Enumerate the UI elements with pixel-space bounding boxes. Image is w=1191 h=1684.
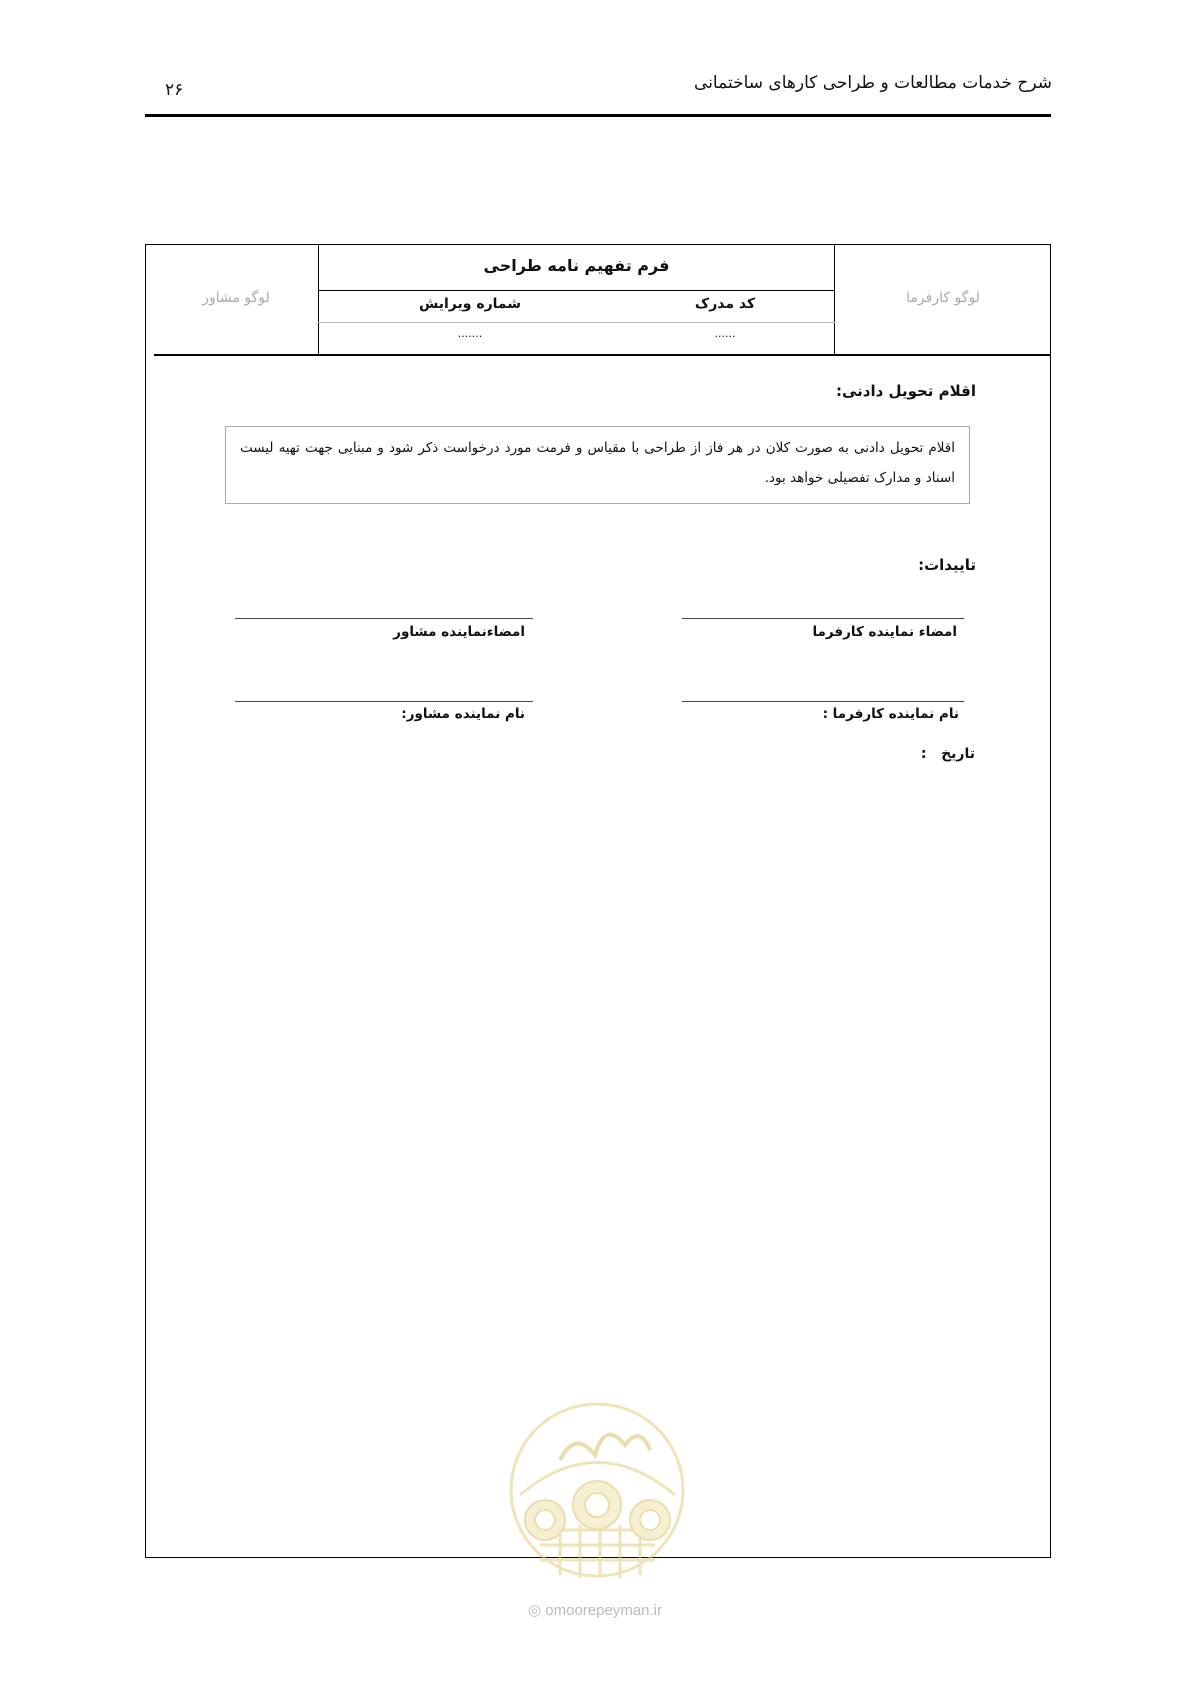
running-header-title: شرح خدمات مطالعات و طراحی کارهای ساختمانی	[694, 73, 1052, 93]
document-code-label: کد مدرک	[694, 296, 756, 312]
client-signature-line	[682, 618, 964, 619]
page-number: ۲۶	[165, 80, 184, 100]
deliverables-text-box	[225, 426, 970, 504]
header-rule	[145, 114, 1051, 117]
client-logo-placeholder: لوگو کارفرما	[906, 290, 980, 306]
form-header-bottom-rule	[154, 354, 1051, 356]
deliverables-heading: اقلام تحویل دادنی:	[835, 382, 976, 400]
form-title: فرم تفهیم نامه طراحی	[483, 256, 670, 275]
consultant-logo-placeholder: لوگو مشاور	[202, 290, 270, 306]
date-label: تاریخ :	[920, 746, 975, 762]
consultant-signature-line	[235, 618, 533, 619]
deliverables-text: اقلام تحویل دادنی به صورت کلان در هر فاز از طراحی با مقیاس و فرمت مورد درخواست ذکر شود و مبنایی جهت تهیه لیست اسناد و مدارک تفصیلی خواهد بود.	[240, 440, 955, 486]
watermark-url: ◎ omoorepeyman.ir	[528, 1602, 662, 1619]
consultant-name-label: نام نماینده مشاور:	[401, 706, 525, 722]
revision-number-value: .......	[457, 327, 483, 340]
document-code-value: ......	[714, 327, 736, 340]
consultant-name-line	[235, 701, 533, 702]
approvals-heading: تاییدات:	[918, 556, 976, 574]
revision-number-label: شماره ویرایش	[418, 296, 522, 312]
omoorepeyman-watermark-logo	[500, 1400, 695, 1580]
client-signature-label: امضاء نماینده کارفرما	[812, 624, 957, 640]
form-header-subdivider	[318, 322, 835, 323]
client-name-label: نام نماینده کارفرما :	[822, 706, 959, 722]
form-header-divider	[318, 290, 835, 291]
consultant-signature-label: امضاءنماینده مشاور	[393, 624, 525, 640]
client-name-line	[682, 701, 964, 702]
